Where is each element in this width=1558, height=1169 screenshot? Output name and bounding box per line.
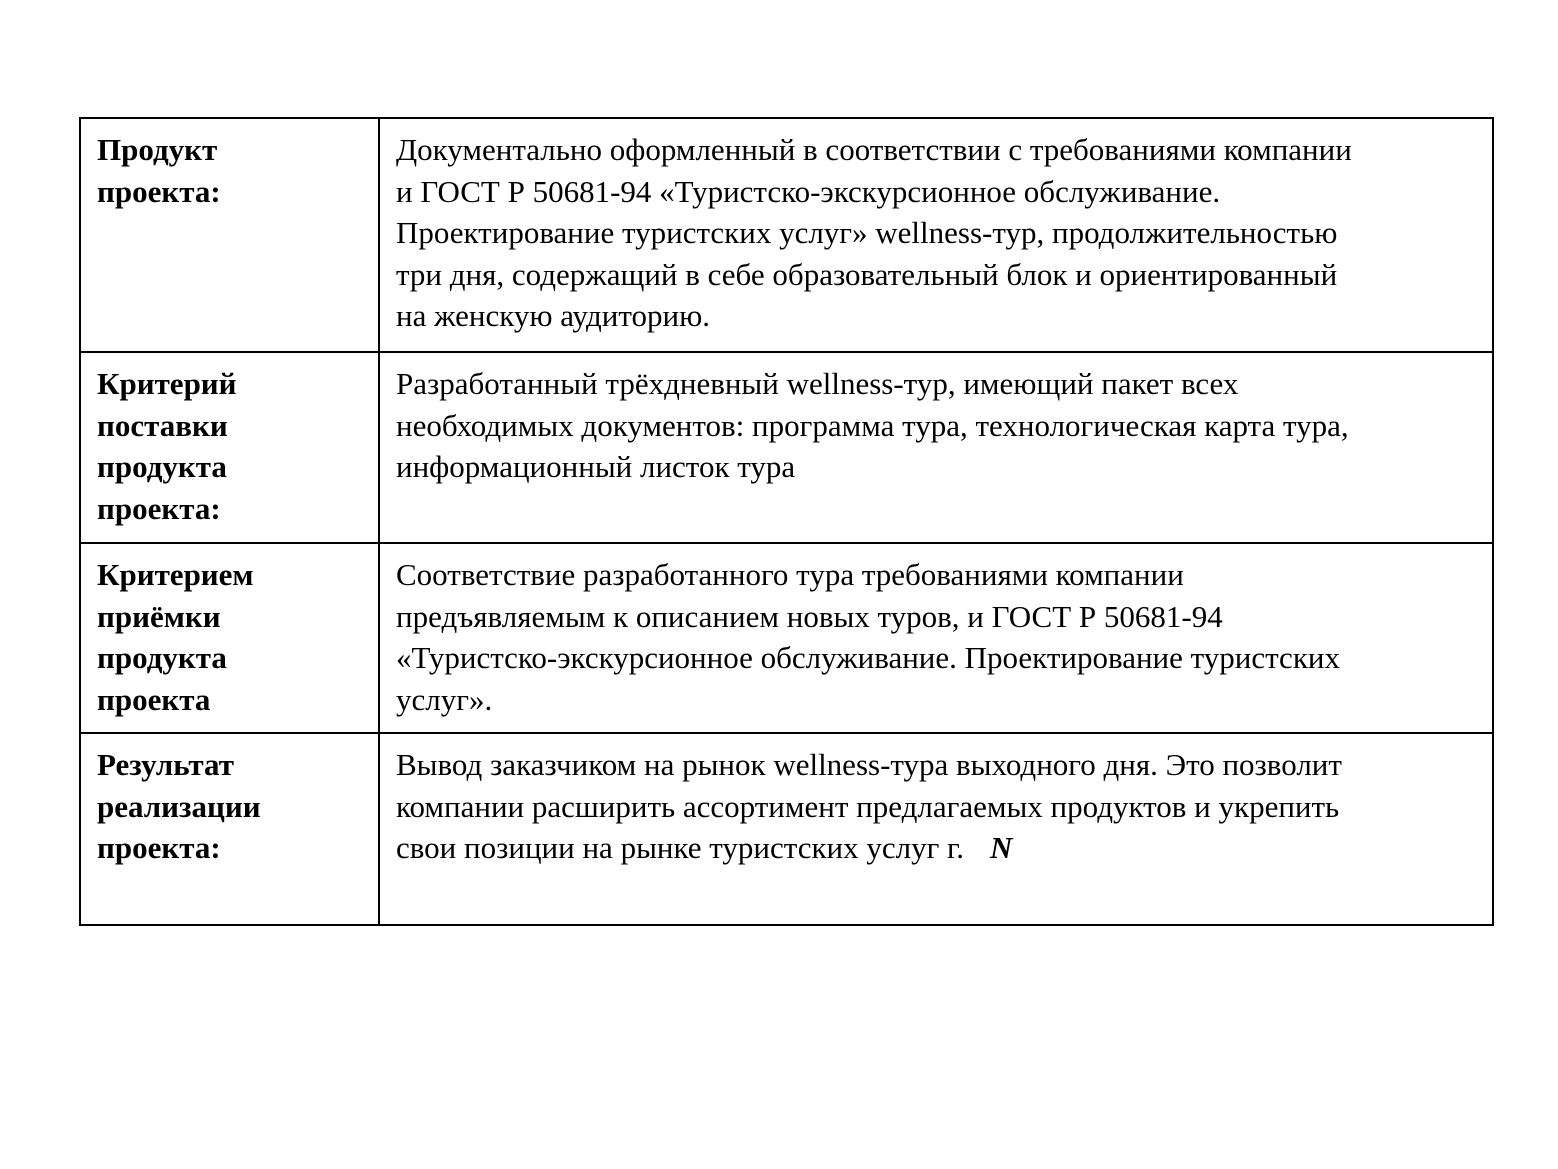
label-line: продукта: [97, 640, 227, 675]
value-line: свои позиции на рынке туристских услуг г.: [396, 830, 965, 865]
value-line: предъявляемым к описанием новых туров, и ГОСТ Р 50681-94: [396, 598, 1223, 634]
table-row-delivery-criterion: [80, 352, 1493, 543]
value-line: и ГОСТ Р 50681-94 «Туристско-экскурсионное обслуживание.: [396, 173, 1221, 209]
label-line: реализации: [97, 788, 261, 824]
label-line: Критерий: [97, 366, 237, 401]
value-line: Вывод заказчиком на рынок wellness-тура выходного дня. Это позволит: [396, 747, 1342, 782]
value-line: «Туристско-экскурсионное обслуживание. Проектирование туристских: [396, 640, 1340, 675]
value-line: на женскую аудиторию.: [396, 298, 710, 333]
label-line: проекта: [97, 681, 211, 717]
table-row-acceptance-criterion: [80, 543, 1493, 733]
table-row-project-result: [80, 733, 1493, 925]
label-line: Критерием: [97, 557, 254, 592]
label-cell-project-result: [80, 733, 379, 925]
value-line: услуг».: [396, 681, 493, 717]
value-line: Документально оформленный в соответствии с требованиями компании: [396, 132, 1352, 167]
label-line: проекта:: [97, 490, 221, 526]
label-cell-product: [80, 118, 379, 352]
table-row-product: [80, 118, 1493, 352]
label-line: Продукт: [97, 132, 218, 167]
value-line: информационный листок тура: [396, 449, 796, 484]
value-cell-product: [379, 118, 1493, 352]
value-cell-project-result: [379, 733, 1493, 925]
value-line: Проектирование туристских услуг» wellness-тур, продолжительностью: [396, 215, 1338, 250]
value-line: необходимых документов: программа тура, технологическая карта тура,: [396, 407, 1349, 443]
value-line: компании расширить ассортимент предлагаемых продуктов и укрепить: [396, 788, 1340, 824]
value-line: Разработанный трёхдневный wellness-тур, имеющий пакет всех: [396, 366, 1239, 401]
label-line: приёмки: [97, 598, 221, 634]
label-line: проекта:: [97, 830, 221, 865]
value-line-with-mark: [396, 827, 1476, 869]
value-line: три дня, содержащий в себе образовательный блок и ориентированный: [396, 256, 1338, 292]
label-cell-delivery-criterion: [80, 352, 379, 543]
city-placeholder-mark: N: [990, 830, 1013, 865]
project-summary-table: [79, 117, 1494, 926]
label-line: проекта:: [97, 173, 221, 209]
value-line: Соответствие разработанного тура требованиями компании: [396, 557, 1184, 592]
label-line: поставки: [97, 407, 228, 443]
value-cell-delivery-criterion: [379, 352, 1493, 543]
label-line: Результат: [97, 747, 234, 782]
label-line: продукта: [97, 449, 227, 484]
label-cell-acceptance-criterion: [80, 543, 379, 733]
value-cell-acceptance-criterion: [379, 543, 1493, 733]
